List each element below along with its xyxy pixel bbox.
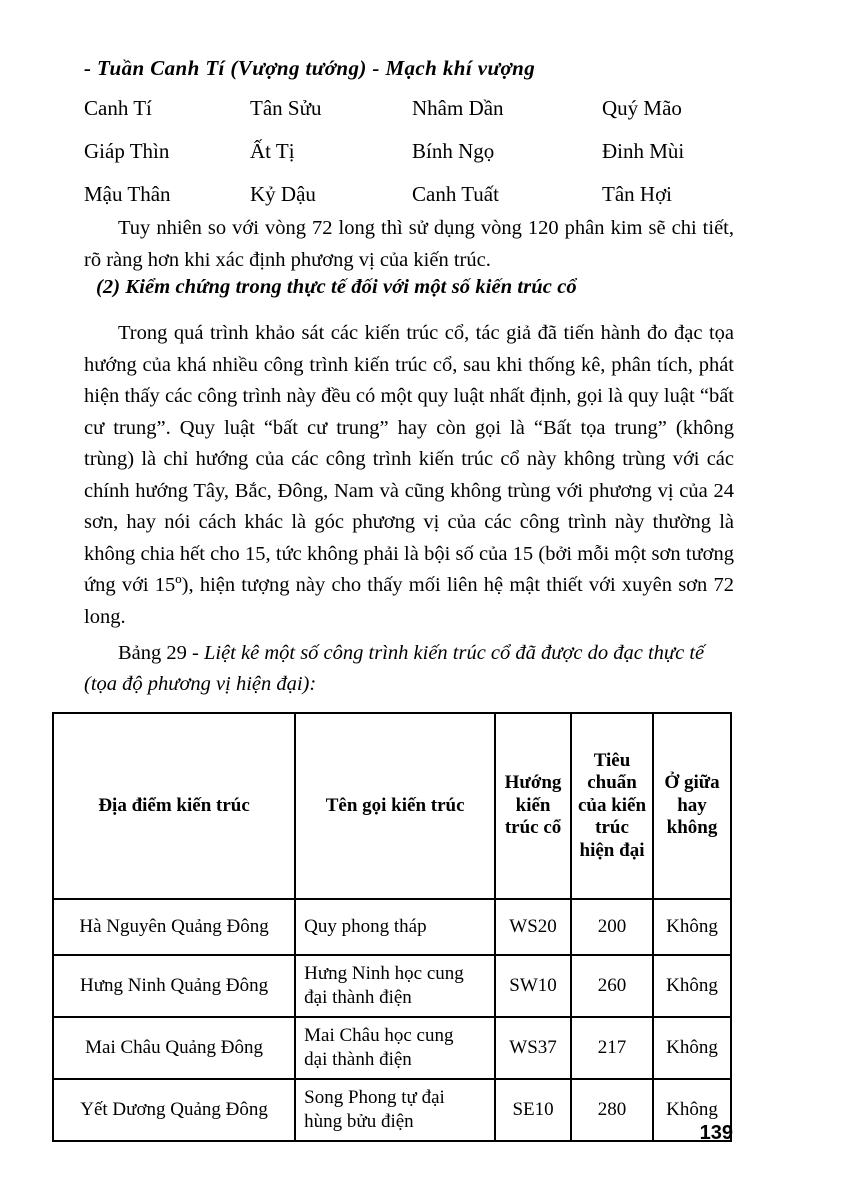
- cell-direction: SE10: [495, 1079, 571, 1141]
- cell-middle: Không: [653, 1079, 731, 1141]
- zodiac-cell: Đinh Mùi: [602, 139, 685, 163]
- zodiac-cell: Mậu Thân: [84, 182, 171, 206]
- column-header-middle: Ở giữa hay không: [653, 713, 731, 899]
- cell-place: Mai Châu Quảng Đông: [53, 1017, 295, 1079]
- zodiac-row: [84, 96, 732, 139]
- table-row: [53, 899, 731, 955]
- cell-name-line: Song Phong tự đại: [304, 1087, 445, 1109]
- cell-place: Hà Nguyên Quảng Đông: [53, 899, 295, 955]
- cell-standard: 260: [571, 955, 653, 1017]
- column-header-name: Tên gọi kiến trúc: [295, 713, 495, 899]
- cell-name: [295, 955, 495, 1017]
- page-number: 139: [699, 1122, 733, 1144]
- section-heading: - Tuần Canh Tí (Vượng tướng) - Mạch khí vượng: [84, 56, 536, 80]
- table-caption-label: Bảng 29 -: [118, 642, 204, 664]
- table-row: [53, 1017, 731, 1079]
- cell-name-line: đại thành điện: [304, 987, 412, 1008]
- table-row: [53, 955, 731, 1017]
- cell-standard: 200: [571, 899, 653, 955]
- cell-middle: Không: [653, 955, 731, 1017]
- zodiac-cell: Giáp Thìn: [84, 139, 170, 163]
- cell-name-line: Hưng Ninh học cung: [304, 963, 464, 985]
- cell-direction: WS37: [495, 1017, 571, 1079]
- zodiac-cell: Canh Tí: [84, 96, 152, 120]
- zodiac-cell: Nhâm Dần: [412, 96, 504, 120]
- paragraph-tuy-nhien: Tuy nhiên so với vòng 72 long thì sử dụng vòng 120 phân kim sẽ chi tiết, rõ ràng hơn khi xác định phương vị của kiến trúc.: [84, 217, 734, 271]
- cell-middle: Không: [653, 1017, 731, 1079]
- zodiac-cell: Kỷ Dậu: [250, 182, 316, 206]
- architecture-measurement-table: [52, 712, 732, 1142]
- column-header-place: Địa điểm kiến trúc: [53, 713, 295, 899]
- zodiac-cell: Quý Mão: [602, 96, 682, 120]
- zodiac-name-grid: [84, 96, 732, 225]
- cell-name: [295, 899, 495, 955]
- cell-name-line: Quy phong tháp: [304, 916, 427, 938]
- table-caption: [84, 638, 734, 700]
- table-header-row: [53, 713, 731, 899]
- zodiac-cell: Ất Tị: [250, 139, 295, 163]
- zodiac-cell: Canh Tuất: [412, 182, 499, 206]
- paragraph-trong-qua-trinh: Trong quá trình khảo sát các kiến trúc cổ, tác giả đã tiến hành đo đạc tọa hướng của khá nhiều công trình kiến trúc cổ, sau khi thống kê, phân tích, phát hiện thấy các công trình này đều có một quy luật nhất định, gọi là quy luật “bất cư trung”. Quy luật “bất cư trung” hay còn gọi là “Bất tọa trung” (không trùng) là chỉ hướng của các công trình kiến trúc cổ này không trùng với các chính hướng Tây, Bắc, Đông, Nam và cũng không trùng với phương vị của 24 sơn, hay nói cách khác là góc phương vị của các công trình này thường là không chia hết cho 15, tức không phải là bội số của 15 (bởi mỗi một sơn tương ứng với 15º), hiện tượng này cho thấy mối liên hệ mật thiết với xuyên sơn 72 long.: [84, 322, 734, 628]
- cell-name-line: Mai Châu học cung: [304, 1025, 454, 1047]
- cell-place: Yết Dương Quảng Đông: [53, 1079, 295, 1141]
- cell-middle: Không: [653, 899, 731, 955]
- zodiac-cell: Bính Ngọ: [412, 139, 495, 163]
- cell-place: Hưng Ninh Quảng Đông: [53, 955, 295, 1017]
- cell-name: [295, 1017, 495, 1079]
- cell-name-line: hùng bửu điện: [304, 1111, 414, 1132]
- cell-direction: WS20: [495, 899, 571, 955]
- zodiac-row: [84, 139, 732, 182]
- table-caption-text: Liệt kê một số công trình kiến trúc cổ đã được do đạc thực tế (tọa độ phương vị hiện đại):: [84, 642, 705, 695]
- cell-standard: 280: [571, 1079, 653, 1141]
- cell-standard: 217: [571, 1017, 653, 1079]
- zodiac-cell: Tân Sửu: [250, 96, 322, 120]
- zodiac-cell: Tân Hợi: [602, 182, 673, 206]
- cell-direction: SW10: [495, 955, 571, 1017]
- cell-name-line: dại thành điện: [304, 1049, 412, 1070]
- column-header-direction: Hướng kiến trúc cổ: [495, 713, 571, 899]
- subsection-heading: (2) Kiểm chứng trong thực tế đối với một số kiến trúc cổ: [96, 276, 577, 298]
- column-header-standard: Tiêu chuẩn của kiến trúc hiện đại: [571, 713, 653, 899]
